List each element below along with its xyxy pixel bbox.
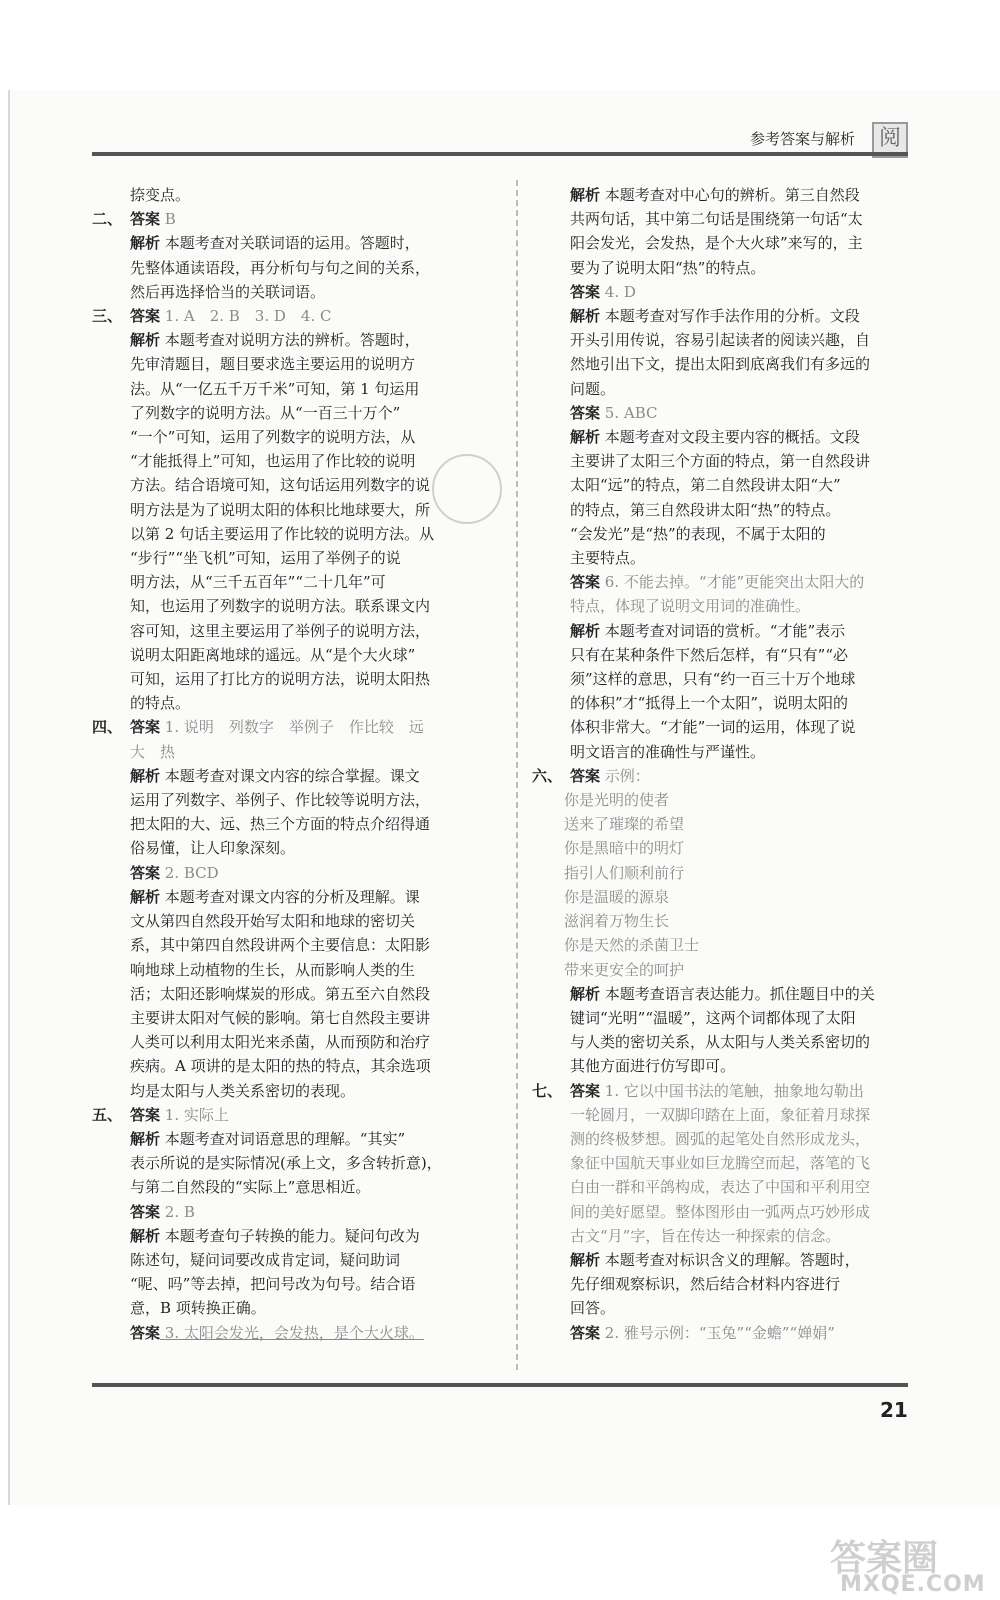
line-text: 与人类的密切关系，从太阳与人类关系密切的 [570,1033,871,1052]
text-line [92,280,504,304]
text-line [92,425,504,449]
poem-line: 送来了璀璨的希望 [564,815,685,834]
line-text: 的特点，第三自然段讲太阳“热”的特点。 [570,500,841,519]
line-text: 然地引出下文，提出太阳到底离我们有多远的 [570,355,871,374]
line-text: “一个”可知，运用了列数字的说明方法，从 [130,428,416,447]
answer-block [92,885,504,1103]
question-number: 二、 [92,210,123,229]
section-label: 解析 [130,887,161,906]
section-label: 答案 [570,403,601,422]
text-line [532,183,912,207]
text-line [92,473,504,497]
text-line [532,546,912,570]
answer-block [532,280,912,304]
answer-block [92,1103,504,1127]
line-text: 1. 实际上 [160,1105,229,1124]
line-text: 明文语言的准确性与严谨性。 [570,742,766,761]
text-line [532,1030,912,1054]
text-line [532,256,912,280]
line-text: 说明太阳距离地球的遥远。从“是个大火球” [130,645,416,664]
text-line [532,377,912,401]
text-line [92,667,504,691]
line-text: 运用了列数字、举例子、作比较等说明方法， [130,791,431,810]
text-line [92,764,504,788]
section-label: 解析 [570,307,601,326]
answer-block [92,764,504,861]
line-text: 本题考查对中心句的辨析。第三自然段 [600,186,860,204]
line-text: 1. 它以中国书法的笔触，抽象地勾勒出 [600,1081,864,1100]
line-text: 系，其中第四自然段讲两个主要信息：太阳影 [130,936,431,955]
text-line [92,982,504,1006]
watermark-url: MXQE.COM [840,1572,986,1597]
answer-block [532,619,912,764]
line-text: 一轮圆月，一双脚印踏在上面，象征着月球探 [570,1105,871,1124]
line-text: 明方法，从“三千五百年”“二十几年”可 [130,573,386,592]
line-text: 测的终极梦想。圆弧的起笔处自然形成龙头， [570,1129,871,1148]
section-label: 答案 [570,1081,601,1100]
line-text: 本题考查对文段主要内容的概括。文段 [600,428,860,447]
line-text: 本题考查对关联词语的运用。答题时， [160,234,420,253]
text-line [92,861,504,885]
poem-line: 你是天然的杀菌卫士 [564,936,700,955]
text-line [532,1103,912,1127]
text-line [532,1272,912,1296]
answer-block [92,304,504,328]
line-text: 2. 雅号示例：“玉兔”“金蟾”“婵娟” [600,1323,835,1342]
text-line [92,449,504,473]
section-label: 解析 [130,331,161,350]
text-line [532,425,912,449]
page-number: 21 [880,1398,908,1422]
line-text: 大 热 [130,742,176,761]
text-line [92,1321,504,1345]
poem-line: 滋润着万物生长 [564,912,670,931]
section-label: 解析 [570,428,601,447]
text-line [532,594,912,618]
line-text: 只有在某种条件下然后怎样，有“只有”“必 [570,645,849,664]
text-line [532,1248,912,1272]
text-line [92,1296,504,1320]
line-text: 了列数字的说明方法。从“一百三十万个” [130,403,401,422]
line-text: 然后再选择恰当的关联词语。 [130,282,326,301]
text-line [532,473,912,497]
line-text: 示例： [600,766,650,785]
section-label: 答案 [570,573,601,592]
answer-block [92,231,504,304]
text-line [92,207,504,231]
watermark-logo-text: 答案圈 [830,1538,939,1579]
answer-block [92,328,504,715]
line-text: 象征中国航天事业如巨龙腾空而起，落笔的飞 [570,1154,871,1173]
line-text: 3. 太阳会发光，会发热，是个大火球。 [160,1323,424,1342]
section-label: 解析 [130,766,161,785]
text-line [92,1127,504,1151]
line-text: 4. D [600,282,636,301]
text-line [92,304,504,328]
text-line [92,691,504,715]
poem-line: 带来更安全的呵护 [564,960,685,979]
text-line [92,1200,504,1224]
line-text: 知，也运用了列数字的说明方法。联系课文内 [130,597,431,616]
line-text: 1. A 2. B 3. D 4. C [160,307,332,326]
text-line [92,1175,504,1199]
question-number: 七、 [532,1081,563,1100]
line-text: 白由一群和平鸽构成，表达了中国和平利用空 [570,1178,871,1197]
answer-block [92,861,504,885]
poem-line: 你是光明的使者 [564,791,670,810]
text-line [92,1006,504,1030]
text-line [92,643,504,667]
section-label: 答案 [570,282,601,301]
line-text: 的特点。 [130,694,191,713]
text-line [532,1127,912,1151]
section-label: 解析 [570,621,601,640]
line-text: 先审清题目，题目要求选主要运用的说明方 [130,355,416,374]
line-text: “会发光”是“热”的表现，不属于太阳的 [570,524,826,543]
line-text: 主要特点。 [570,549,646,568]
text-line [92,1030,504,1054]
line-text: 的体积”才“抵得上一个太阳”，说明太阳的 [570,694,849,713]
text-line [92,619,504,643]
text-line [532,643,912,667]
answer-block [92,207,504,231]
answer-block [532,788,912,982]
answer-block [92,1321,504,1345]
line-text: 开头引用传说，容易引起读者的阅读兴趣，自 [570,331,871,350]
question-number: 四、 [92,718,123,737]
text-line [92,498,504,522]
section-label: 答案 [130,1105,161,1124]
line-text: 本题考查对课文内容的分析及理解。课 [160,887,420,906]
line-text: 疾病。A 项讲的是太阳的热的特点，其余选项 [130,1057,431,1076]
text-line [532,1151,912,1175]
line-text: 回答。 [570,1299,616,1318]
line-text: 以第 2 句话主要运用了作比较的说明方法。从 [130,524,435,543]
line-text: 容可知，这里主要运用了举例子的说明方法， [130,621,431,640]
text-line [532,740,912,764]
line-text: 主要讲太阳对气候的影响。第七自然段主要讲 [130,1008,431,1027]
text-line [532,667,912,691]
section-label: 答案 [130,1202,161,1221]
line-text: 本题考查对课文内容的综合掌握。课文 [160,766,420,785]
answer-block [532,1079,912,1248]
line-text: 阳会发光，会发热，是个大火球”来写的，主 [570,234,863,253]
line-text: 先整体通读语段，再分析句与句之间的关系， [130,258,431,277]
text-line [92,885,504,909]
text-line [532,328,912,352]
header-rule [92,152,908,156]
line-text: 文从第四自然段开始写太阳和地球的密切关 [130,912,416,931]
poem-line: 指引人们顺利前行 [564,863,685,882]
text-line [532,1224,912,1248]
line-text: 活；太阳还影响煤炭的形成。第五至六自然段 [130,984,431,1003]
line-text: B [160,210,176,229]
line-text: 本题考查对词语意思的理解。“其实” [160,1129,406,1148]
section-label: 答案 [130,863,161,882]
section-label: 答案 [570,1323,601,1342]
line-text: 键词“光明”“温暖”，这两个词都体现了太阳 [570,1008,856,1027]
question-number: 六、 [532,766,563,785]
text-line [532,231,912,255]
text-line [532,982,912,1006]
line-text: 本题考查对说明方法的辨析。答题时， [160,331,420,350]
text-line [92,594,504,618]
section-label: 答案 [130,307,161,326]
text-line [92,788,504,812]
line-text: 法。从“一亿五千万千米”可知，第 1 句运用 [130,379,420,398]
line-text: 均是太阳与人类关系密切的表现。 [130,1081,356,1100]
section-label: 解析 [570,186,601,204]
text-line [92,1054,504,1078]
text-line [532,1200,912,1224]
text-line [532,1054,912,1078]
line-text: 须”这样的意思，只有“约一百三十万个地球 [570,670,856,689]
line-text: 要为了说明太阳“热”的特点。 [570,258,766,277]
answer-block [92,1127,504,1200]
line-text: 2. B [160,1202,195,1221]
text-line [92,715,504,739]
line-text: 明方法是为了说明太阳的体积比地球要大，所 [130,500,431,519]
line-text: 响地球上动植物的生长，从而影响人类的生 [130,960,416,979]
line-text: 本题考查对标识含义的理解。答题时， [600,1250,860,1269]
line-text: 太阳“远”的特点，第二自然段讲太阳“大” [570,476,841,495]
line-text: 古文“月”字，旨在传达一种探索的信念。 [570,1226,841,1245]
right-column [532,183,912,1345]
line-text: 方法。结合语境可知，这句话运用列数字的说 [130,476,431,495]
line-text: 意，B 项转换正确。 [130,1299,266,1318]
line-text: 人类可以利用太阳光来杀菌，从而预防和治疗 [130,1033,431,1052]
text-line [92,933,504,957]
line-text: 间的美好愿望。整体图形由一弧两点巧妙形成 [570,1202,871,1221]
line-text: 问题。 [570,379,616,398]
answer-block [532,304,912,401]
line-text: 与第二自然段的“实际上”意思相近。 [130,1178,371,1197]
text-line [92,1151,504,1175]
text-line [532,207,912,231]
text-line [532,1175,912,1199]
answer-block [92,183,504,207]
left-column [92,183,504,1345]
text-line [532,1006,912,1030]
line-text: 5. ABC [600,403,658,422]
line-text: 本题考查对写作手法作用的分析。文段 [600,307,860,326]
line-text: 1. 说明 列数字 举例子 作比较 远 [160,718,424,737]
answer-block [532,1321,912,1345]
text-line [92,352,504,376]
answer-block [92,715,504,763]
text-line [92,1272,504,1296]
line-text: 本题考查句子转换的能力。疑问句改为 [160,1226,420,1245]
line-text: 捺变点。 [130,186,191,204]
text-line [92,401,504,425]
section-label: 答案 [130,1323,161,1342]
text-line [92,958,504,982]
text-line [532,1296,912,1320]
line-text: 6. 不能去掉。“才能”更能突出太阳大的 [600,573,865,592]
footer-rule [92,1383,908,1387]
text-line [532,570,912,594]
answer-block [532,183,912,280]
text-line [532,449,912,473]
answer-block [532,570,912,618]
line-text: 本题考查语言表达能力。抓住题目中的关 [600,984,875,1003]
text-line [92,522,504,546]
line-text: 其他方面进行仿写即可。 [570,1057,736,1076]
line-text: 把太阳的大、远、热三个方面的特点介绍得通 [130,815,431,834]
answer-block [532,982,912,1079]
text-line [92,1079,504,1103]
line-text: 主要讲了太阳三个方面的特点，第一自然段讲 [570,452,871,471]
text-line [92,1224,504,1248]
text-line [92,740,504,764]
answer-block [532,425,912,570]
text-line [532,352,912,376]
text-line [532,715,912,739]
text-line [532,401,912,425]
text-line [92,1103,504,1127]
poem-line: 你是温暖的源泉 [564,887,670,906]
text-line [92,256,504,280]
answer-block [532,1248,912,1321]
line-text: 体积非常大。“才能”一词的运用，体现了说 [570,718,856,737]
text-line [532,304,912,328]
text-line [92,328,504,352]
line-text: 共两句话，其中第二句话是围绕第一句话“太 [570,210,863,229]
text-line [532,1079,912,1103]
line-text: 特点，体现了说明文用词的准确性。 [570,597,811,616]
line-text: “呢、吗”等去掉，把问号改为句号。结合语 [130,1275,416,1294]
section-label: 解析 [130,1129,161,1148]
answer-block [532,401,912,425]
text-line [92,909,504,933]
text-line [92,570,504,594]
line-text: “才能抵得上”可知，也运用了作比较的说明 [130,452,416,471]
line-text: 先仔细观察标识，然后结合材料内容进行 [570,1275,841,1294]
text-line [532,764,912,788]
section-label: 解析 [130,234,161,253]
text-line [92,836,504,860]
book-logo-icon: 阅 [872,122,908,158]
section-label: 解析 [570,1250,601,1269]
text-line [92,231,504,255]
text-line [532,498,912,522]
line-text: 可知，运用了打比方的说明方法，说明太阳热 [130,670,431,689]
text-line [532,280,912,304]
line-text: “步行”“坐飞机”可知，运用了举例子的说 [130,549,401,568]
poem-line: 你是黑暗中的明灯 [564,839,685,858]
section-label: 答案 [130,718,161,737]
line-text: 2. BCD [160,863,219,882]
text-line [532,1321,912,1345]
text-line [92,812,504,836]
answer-block [92,1224,504,1321]
text-line [92,546,504,570]
text-line [92,377,504,401]
column-divider [516,180,518,1370]
text-line [92,1248,504,1272]
section-label: 解析 [130,1226,161,1245]
section-label: 答案 [570,766,601,785]
line-text: 表示所说的是实际情况(承上文，多含转折意)， [130,1154,442,1173]
line-text: 本题考查对词语的赏析。“才能”表示 [600,621,846,640]
answer-block [92,1200,504,1224]
text-line [532,522,912,546]
line-text: 俗易懂，让人印象深刻。 [130,839,296,858]
question-number: 三、 [92,307,123,326]
line-text: 陈述句，疑问词要改成肯定词，疑问助词 [130,1250,401,1269]
section-label: 答案 [130,210,161,229]
header-title: 参考答案与解析 [750,130,856,148]
text-line [532,691,912,715]
section-label: 解析 [570,984,601,1003]
answer-block [532,764,912,788]
question-number: 五、 [92,1105,123,1124]
text-line [532,619,912,643]
text-line [92,183,504,207]
